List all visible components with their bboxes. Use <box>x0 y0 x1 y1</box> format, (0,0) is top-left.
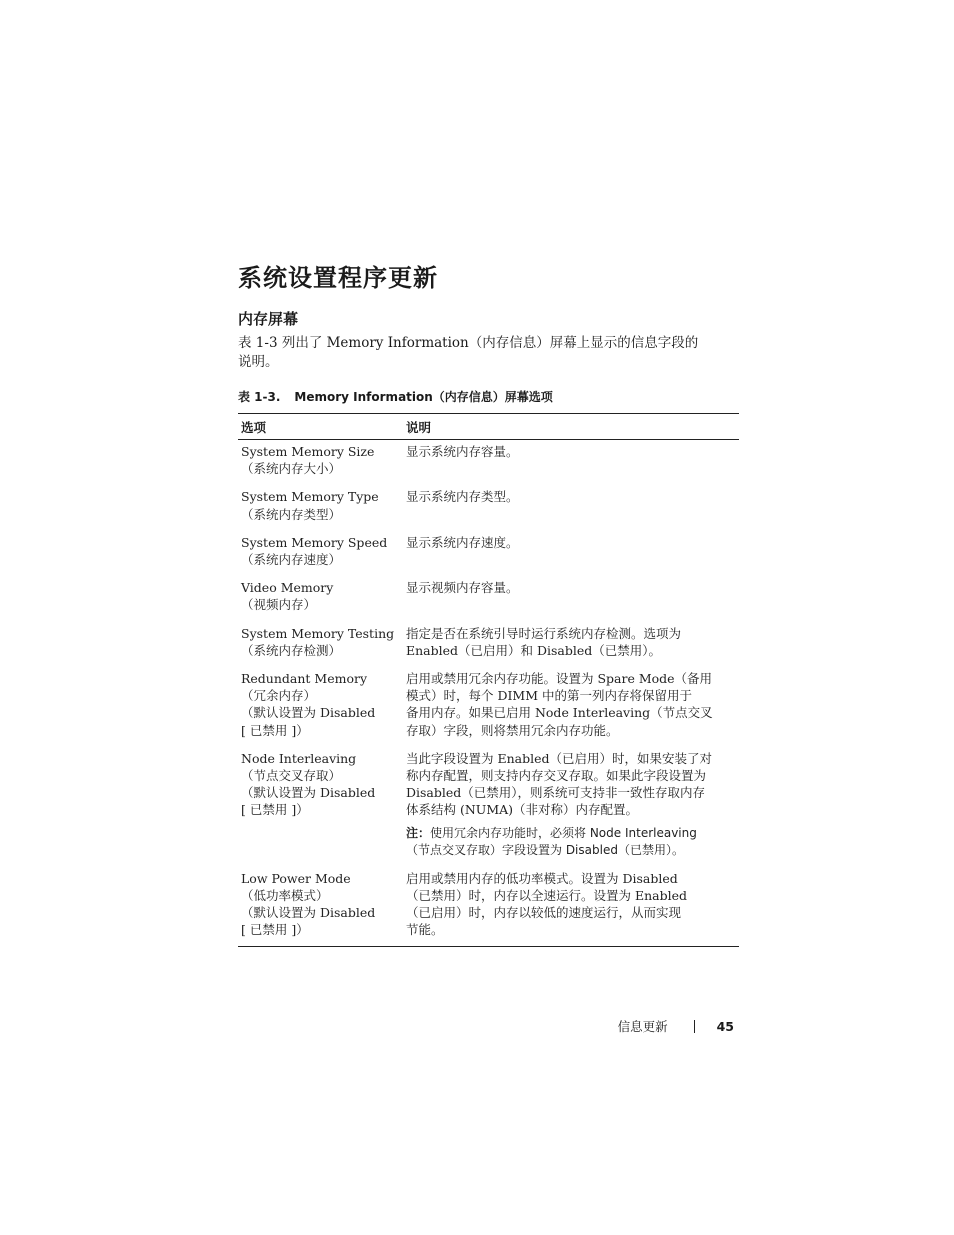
description-line: 指定是否在系统引导时运行系统内存检测。选项为 <box>406 625 682 641</box>
table-row <box>238 531 739 576</box>
description-cell <box>403 747 739 867</box>
description-line: 启用或禁用内存的低功率模式。设置为 Disabled <box>406 870 678 886</box>
description-line: 显示视频内存容量。 <box>406 580 519 596</box>
description-line: （已禁用）时，内存以全速运行。设置为 Enabled <box>406 887 688 903</box>
option-line: （节点交叉存取） <box>241 768 342 784</box>
option-line: Redundant Memory <box>241 671 368 687</box>
column-header-description: 说明 <box>403 414 739 440</box>
table-row <box>238 867 739 947</box>
description-line: Enabled（已启用）和 Disabled（已禁用）。 <box>406 642 662 658</box>
option-cell <box>238 867 403 947</box>
description-cell <box>403 576 739 621</box>
table-row <box>238 622 739 667</box>
option-line: [ 已禁用 ]） <box>241 722 309 738</box>
description-line: 模式）时，每个 DIMM 中的第一列内存将保留用于 <box>406 688 693 704</box>
note-line: （节点交叉存取）字段设置为 Disabled（已禁用）。 <box>406 842 684 857</box>
column-header-option: 选项 <box>238 414 403 440</box>
option-line: [ 已禁用 ]） <box>241 802 309 818</box>
option-line: （默认设置为 Disabled <box>241 905 376 921</box>
description-cell <box>403 867 739 947</box>
option-line: （系统内存检测） <box>241 642 342 658</box>
option-cell <box>238 667 403 747</box>
footer-divider <box>694 1020 695 1033</box>
option-line: （视频内存） <box>241 597 317 613</box>
option-line: Low Power Mode <box>241 870 351 886</box>
table-row <box>238 667 739 747</box>
subsection-title: 内存屏幕 <box>238 310 299 328</box>
table-row <box>238 576 739 621</box>
description-line: （已启用）时，内存以较低的速度运行，从而实现 <box>406 905 682 921</box>
option-line: Node Interleaving <box>241 750 357 766</box>
description-cell <box>403 485 739 530</box>
page-number: 45 <box>716 1018 734 1034</box>
option-line: （系统内存大小） <box>241 461 342 477</box>
description-line: Disabled（已禁用），则系统可支持非一致性存取内存 <box>406 785 706 801</box>
option-line: （默认设置为 Disabled <box>241 785 376 801</box>
description-cell <box>403 622 739 667</box>
option-line: （冗余内存） <box>241 688 317 704</box>
option-cell <box>238 622 403 667</box>
option-line: System Memory Testing <box>241 625 395 641</box>
description-line: 备用内存。如果已启用 Node Interleaving（节点交叉 <box>406 705 713 721</box>
note-block <box>406 825 736 859</box>
description-line: 当此字段设置为 Enabled（已启用）时，如果安装了对 <box>406 750 713 766</box>
section-title: 系统设置程序更新 <box>238 264 438 292</box>
option-cell <box>238 576 403 621</box>
description-line: 显示系统内存速度。 <box>406 534 519 550</box>
intro-paragraph <box>238 334 738 372</box>
option-line: System Memory Type <box>241 489 379 505</box>
table-caption <box>238 388 553 405</box>
option-line: System Memory Speed <box>241 534 388 550</box>
table-caption-text: Memory Information（内存信息）屏幕选项 <box>294 390 553 404</box>
description-cell <box>403 531 739 576</box>
option-cell <box>238 485 403 530</box>
option-line: [ 已禁用 ]） <box>241 922 309 938</box>
table-row <box>238 485 739 530</box>
description-line: 显示系统内存类型。 <box>406 489 519 505</box>
description-cell <box>403 667 739 747</box>
description-line: 显示系统内存容量。 <box>406 444 519 459</box>
note-label: 注： <box>406 825 431 840</box>
table-row <box>238 747 739 867</box>
description-line: 启用或禁用冗余内存功能。设置为 Spare Mode（备用 <box>406 671 713 687</box>
option-line: （系统内存速度） <box>241 552 342 568</box>
footer-chapter: 信息更新 <box>617 1019 668 1034</box>
option-cell <box>238 440 403 486</box>
description-line: 存取）字段，则将禁用冗余内存功能。 <box>406 722 619 738</box>
option-cell <box>238 531 403 576</box>
intro-line: 说明。 <box>238 354 279 370</box>
description-line: 节能。 <box>406 922 444 938</box>
page-footer <box>618 1017 734 1035</box>
note-line: 使用冗余内存功能时，必须将 Node Interleaving <box>430 825 697 840</box>
table-header-row <box>238 414 739 440</box>
description-line: 称内存配置，则支持内存交叉存取。如果此字段设置为 <box>406 768 707 784</box>
table-caption-label: 表 1-3. <box>238 390 281 404</box>
table-row <box>238 440 739 486</box>
description-line: 体系结构 (NUMA)（非对称）内存配置。 <box>406 802 639 818</box>
option-line: （系统内存类型） <box>241 506 342 522</box>
intro-line: 表 1-3 列出了 Memory Information（内存信息）屏幕上显示的信息字段的 <box>238 335 699 351</box>
option-line: （低功率模式） <box>241 887 329 903</box>
option-line: Video Memory <box>241 580 334 596</box>
option-line: （默认设置为 Disabled <box>241 705 376 721</box>
description-cell <box>403 440 739 486</box>
memory-options-table <box>238 413 739 947</box>
option-line: System Memory Size <box>241 444 375 459</box>
option-cell <box>238 747 403 867</box>
